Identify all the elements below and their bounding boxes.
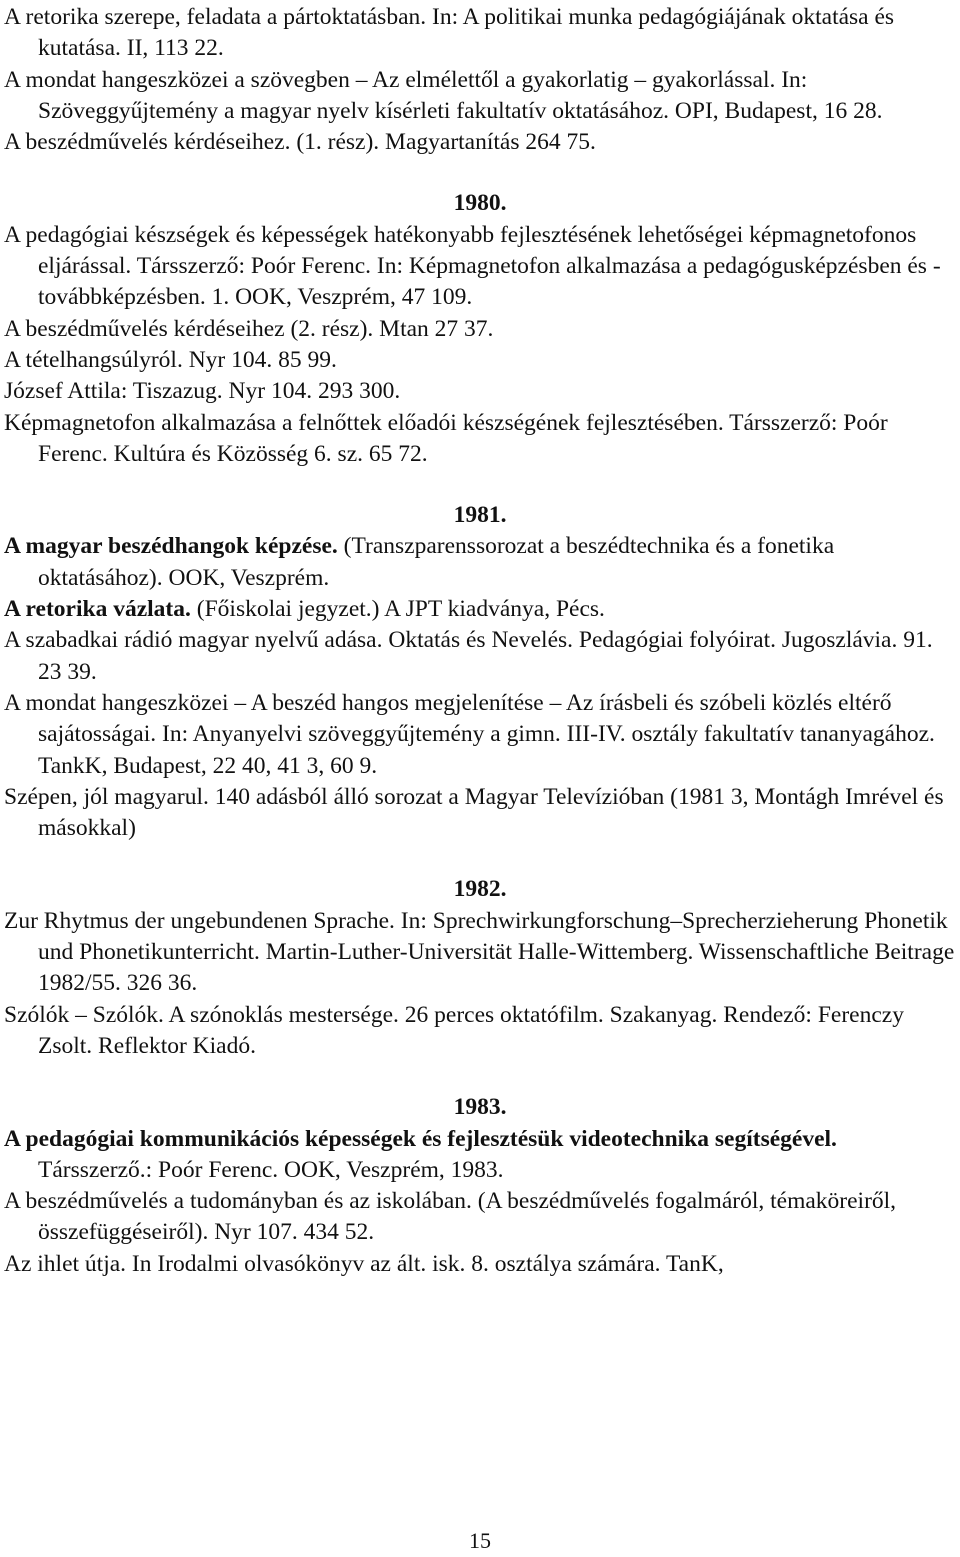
entry-text: József Attila: Tiszazug. Nyr 104. 293 300. [4, 378, 401, 405]
entry-text: Szépen, jól magyarul. 140 adásból álló sorozat a Magyar Televízióban (1981 3, Montágh Imrével és másokkal) [4, 783, 944, 842]
bibliography-entry [0, 408, 956, 471]
entry-text: (Transzparenssorozat a beszédtechnika és a fonetika oktatásához). OOK, Veszprém. [38, 533, 835, 591]
bibliography-entry [0, 594, 956, 625]
bibliography-entry [0, 531, 956, 594]
year-heading: 1983. [453, 1094, 507, 1121]
year-section [0, 500, 960, 844]
entry-text: Zur Rhytmus der ungebundenen Sprache. In: Sprechwirkungforschung–Sprecherzieherung Phonetik und Phonetikunterricht. Martin-Luther-Universität Halle-Wittemberg. Wissenschaftliche Beitrage 1982/55. 326 36. [4, 907, 955, 997]
bibliography-entry [0, 220, 956, 314]
bibliography-entry [0, 1249, 956, 1280]
bibliography-entry [0, 625, 956, 688]
entry-text: A pedagógiai készségek és képességek hatékonyabb fejlesztésének lehetőségei képmagnetofonos eljárással. Társszerző: Poór Ferenc. In: Képmagnetofon alkalmazása a pedagógusképzésben és -továbbképzésben. 1. OOK, Veszprém, 47 109. [4, 221, 941, 311]
bibliography-entry [0, 345, 956, 376]
entry-text: A mondat hangeszközei – A beszéd hangos megjelenítése – Az írásbeli és szóbeli közlés eltérő sajátosságai. In: Anyanyelvi szöveggyűjtemény a gimn. III-IV. osztály fakultatív tananyagához. TankK, Budapest, 22 40, 41 3, 60 9. [4, 689, 935, 779]
year-heading: 1982. [453, 876, 507, 903]
bibliography-entry [0, 1124, 956, 1187]
entry-text: Szólók – Szólók. A szónoklás mestersége. 26 perces oktatófilm. Szakanyag. Rendező: Ferenczy Zsolt. Reflektor Kiadó. [4, 1001, 904, 1059]
entry-text: (Főiskolai jegyzet.) A JPT kiadványa, Pécs. [190, 596, 605, 623]
page-number: 15 [469, 1528, 491, 1553]
year-section [0, 874, 960, 1062]
entry-text: Társszerző.: Poór Ferenc. OOK, Veszprém, 1983. [38, 1156, 504, 1183]
bibliography-entry [0, 1000, 956, 1063]
year-section [0, 2, 960, 158]
entry-text: A beszédművelés kérdéseihez (2. rész). Mtan 27 37. [4, 315, 494, 342]
entry-title-bold: A pedagógiai kommunikációs képességek és fejlesztésük videotechnika segítségével. [4, 1125, 837, 1152]
entry-text: A szabadkai rádió magyar nyelvű adása. Oktatás és Nevelés. Pedagógiai folyóirat. Jugoszlávia. 91. 23 39. [4, 627, 933, 685]
entry-text: A retorika szerepe, feladata a pártoktatásban. In: A politikai munka pedagógiájának oktatása és kutatása. II, 113 22. [4, 4, 895, 62]
bibliography-entry [0, 1186, 956, 1249]
bibliography-entry [0, 782, 956, 845]
bibliography-entry [0, 2, 956, 65]
bibliography-entry [0, 127, 956, 158]
year-heading: 1980. [453, 190, 507, 217]
entry-text: A tételhangsúlyról. Nyr 104. 85 99. [4, 346, 337, 373]
bibliography-entry [0, 314, 956, 345]
year-section [0, 188, 960, 470]
entry-title-bold: A magyar beszédhangok képzése. [4, 533, 338, 560]
entry-title-bold: A retorika vázlata. [4, 596, 191, 623]
bibliography-entry [0, 65, 956, 128]
entry-text: Az ihlet útja. In Irodalmi olvasókönyv az ált. isk. 8. osztálya számára. TanK, [4, 1250, 724, 1277]
year-heading: 1981. [453, 502, 507, 529]
bibliography-entry [0, 688, 956, 782]
entry-text: A beszédművelés kérdéseihez. (1. rész). Magyartanítás 264 75. [4, 129, 596, 156]
bibliography-entry [0, 376, 956, 407]
year-section [0, 1092, 960, 1280]
entry-text: A beszédművelés a tudományban és az iskolában. (A beszédművelés fogalmáról, témaköreiről, összefüggéseiről). Nyr 107. 434 52. [4, 1188, 897, 1246]
entry-text: A mondat hangeszközei a szövegben – Az elmélettől a gyakorlatig – gyakorlással. In: Szöveggyűjtemény a magyar nyelv kísérleti fakultatív oktatásához. OPI, Budapest, 16 28. [4, 66, 883, 124]
bibliography-entry [0, 906, 956, 1000]
entry-text: Képmagnetofon alkalmazása a felnőttek előadói készségének fejlesztésében. Társszerző: Poór Ferenc. Kultúra és Közösség 6. sz. 65 72. [4, 409, 888, 467]
